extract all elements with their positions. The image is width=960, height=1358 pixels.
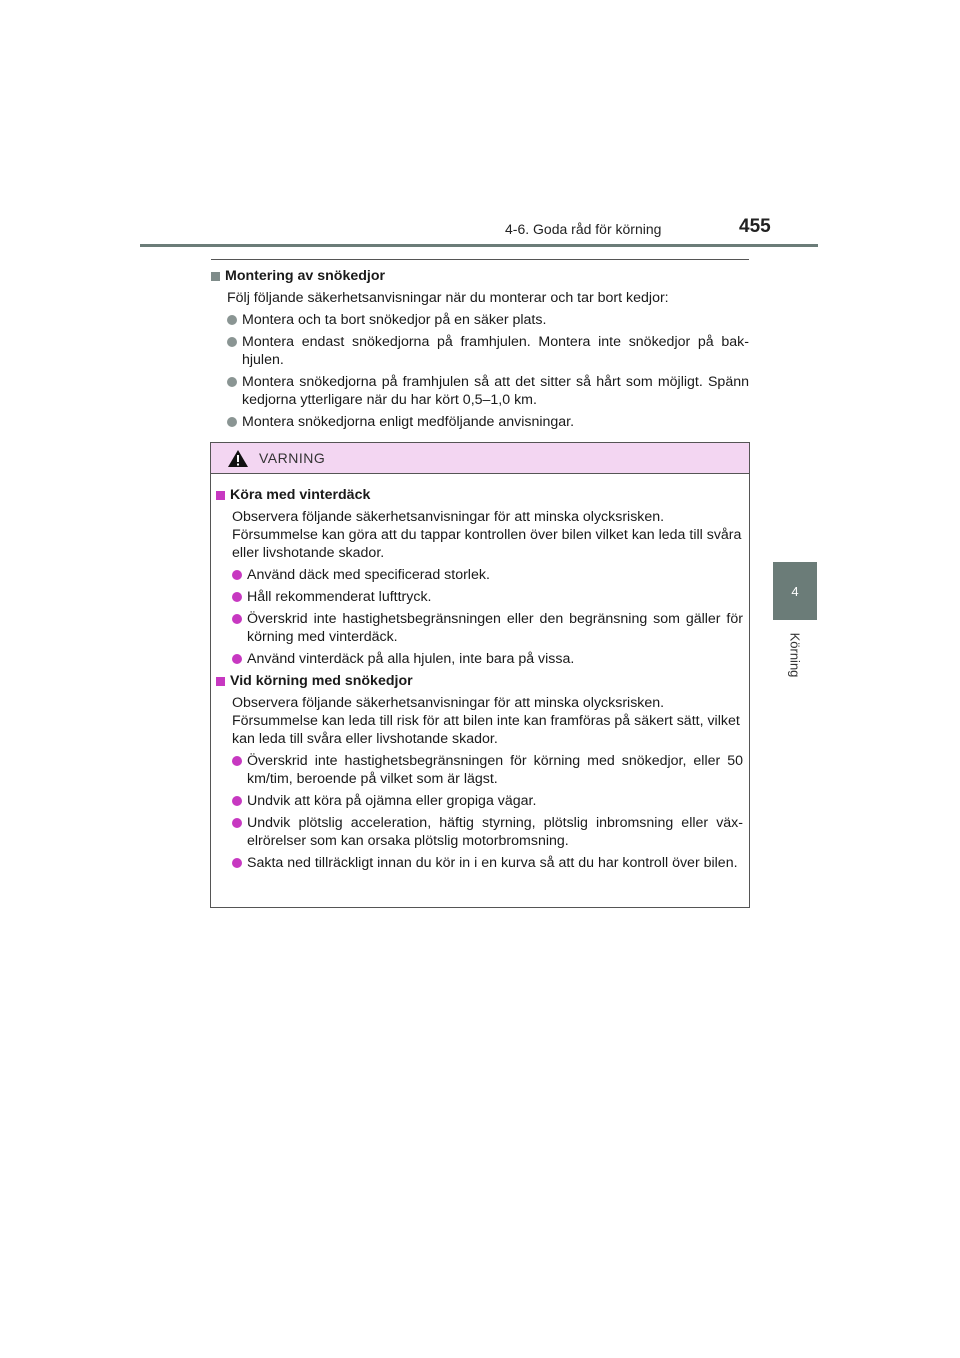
round-bullet-icon bbox=[232, 858, 242, 868]
list-item: Håll rekommenderat lufttryck. bbox=[232, 588, 743, 606]
round-bullet-icon bbox=[232, 570, 242, 580]
round-bullet-icon bbox=[227, 417, 237, 427]
warning-label: VARNING bbox=[259, 450, 326, 466]
list-item: Montera och ta bort snökedjor på en säker plats. bbox=[227, 311, 749, 329]
list-item: Sakta ned tillräckligt innan du kör in i en kurva så att du har kontroll över bilen. bbox=[232, 854, 743, 872]
warning-box bbox=[210, 442, 750, 908]
section-divider bbox=[211, 259, 749, 260]
warning-section-heading bbox=[216, 486, 743, 504]
round-bullet-icon bbox=[227, 315, 237, 325]
round-bullet-icon bbox=[227, 377, 237, 387]
section-intro: Följ följande säkerhetsanvisningar när du monterar och tar bort kedjor: bbox=[227, 290, 669, 306]
warning-section-title: Köra med vinterdäck bbox=[230, 487, 371, 503]
warning-section-heading bbox=[216, 672, 743, 690]
header-divider bbox=[140, 244, 818, 247]
list-item: Överskrid inte hastighetsbegränsningen eller den begränsning som gäller för körning med vinterdäck. bbox=[232, 610, 743, 646]
warning-header bbox=[211, 443, 749, 474]
warning-triangle-icon bbox=[227, 449, 249, 468]
list-item: Montera endast snökedjorna på framhjulen. Montera inte snökedjor på bak-hjulen. bbox=[227, 333, 749, 369]
warning-body bbox=[211, 474, 749, 872]
warning-section-title: Vid körning med snökedjor bbox=[230, 673, 413, 689]
warning-section bbox=[216, 486, 743, 668]
section-heading bbox=[211, 267, 749, 285]
main-section bbox=[211, 267, 749, 431]
warning-section-intro: Observera följande säkerhetsanvisningar för att minska olycksrisken. Försummelse kan leda till risk för att bilen inte kan framföras på säkert sätt, vilket kan leda till svåra eller livshotande skador. bbox=[232, 695, 740, 747]
round-bullet-icon bbox=[232, 756, 242, 766]
page-number: 455 bbox=[739, 216, 771, 237]
warning-section-intro: Observera följande säkerhetsanvisningar för att minska olycksrisken. Försummelse kan göra att du tappar kontrollen över bilen vilket kan leda till svåra eller livshotande skador. bbox=[232, 509, 742, 561]
section-title: Montering av snökedjor bbox=[225, 268, 386, 284]
list-item: Överskrid inte hastighetsbegränsningen för körning med snökedjor, eller 50 km/tim, beroende på vilket som är lägst. bbox=[232, 752, 743, 788]
chapter-label: Körning bbox=[787, 632, 803, 678]
round-bullet-icon bbox=[232, 796, 242, 806]
list-item: Använd vinterdäck på alla hjulen, inte bara på vissa. bbox=[232, 650, 743, 668]
warning-section bbox=[216, 672, 743, 872]
round-bullet-icon bbox=[232, 654, 242, 664]
round-bullet-icon bbox=[232, 592, 242, 602]
list-item: Använd däck med specificerad storlek. bbox=[232, 566, 743, 584]
round-bullet-icon bbox=[232, 818, 242, 828]
round-bullet-icon bbox=[232, 614, 242, 624]
chapter-number: 4 bbox=[791, 583, 799, 599]
square-bullet-icon bbox=[216, 677, 225, 686]
list-item: Undvik att köra på ojämna eller gropiga vägar. bbox=[232, 792, 743, 810]
page-header-section-title: 4-6. Goda råd för körning bbox=[505, 221, 662, 237]
round-bullet-icon bbox=[227, 337, 237, 347]
list-item: Montera snökedjorna på framhjulen så att det sitter så hårt som möjligt. Spänn kedjorna ytterligare när du har kört 0,5–1,0 km. bbox=[227, 373, 749, 409]
square-bullet-icon bbox=[216, 491, 225, 500]
chapter-tab bbox=[773, 562, 817, 620]
list-item: Montera snökedjorna enligt medföljande anvisningar. bbox=[227, 413, 749, 431]
square-bullet-icon bbox=[211, 272, 220, 281]
list-item: Undvik plötslig acceleration, häftig styrning, plötslig inbromsning eller väx-elrörelser som kan orsaka plötslig motorbromsning. bbox=[232, 814, 743, 850]
